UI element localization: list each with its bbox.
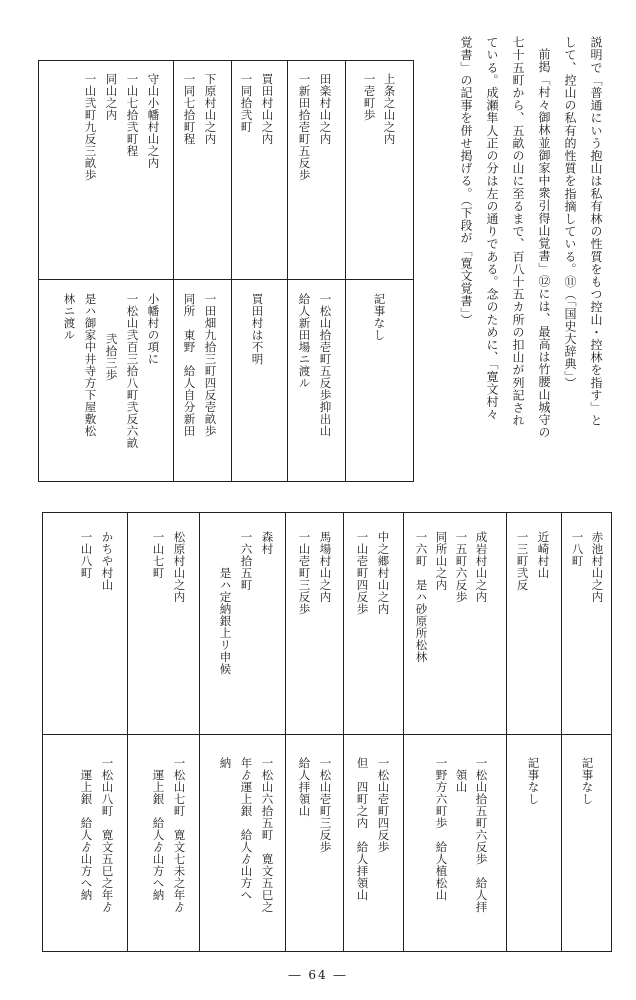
intro-line: ている。成瀬隼人正の分は左の通りである。念のために、「寛文村々 (485, 36, 499, 421)
cell-text: 一山壱町三反歩 (297, 531, 312, 615)
cell-text: 買田村山之内 (260, 73, 275, 145)
cell-text: 一野方六町歩 給人植松山 (434, 757, 449, 901)
page-number: ― 64 ― (288, 968, 348, 982)
table-lower (42, 512, 612, 952)
cell-text: 一山七町 (151, 531, 166, 579)
cell-text: 下原村山之内 (203, 73, 218, 145)
cell-text: 納 (218, 757, 233, 769)
cell-text: 一松山六拾五町 寛文五巳之 (260, 757, 275, 913)
cell-text: 是ハ定納銀上リ申候 (218, 567, 233, 675)
cell-text: 一五町六反歩 (454, 531, 469, 603)
cell-text: 領山 (454, 769, 469, 793)
cell-text: 一同七拾町程 (182, 73, 197, 145)
cell-text: 一同拾弐町 (239, 73, 254, 133)
cell-text: 是ハ御家中井寺方下屋敷松 (83, 293, 98, 437)
cell-text: 運上銀 給人ゟ山方へ納 (79, 769, 94, 901)
intro-line: 七十五町から、五畝の山に至るまで、百八十五カ所の扣山が列記され (511, 36, 525, 427)
cell-text: 赤池村山之内 (590, 531, 605, 603)
cell-text: 守山小幡村山之内 (146, 73, 161, 169)
cell-text: 一八町 (570, 531, 585, 567)
cell-text: 上条之山之内 (382, 73, 397, 145)
cell-text: 年ゟ運上銀 給人ゟ山方へ (239, 757, 254, 901)
cell-text: 近崎村山 (536, 531, 551, 579)
cell-text: 小幡村の項に (146, 293, 161, 365)
cell-text: 一山七拾弐町程 (125, 73, 140, 157)
cell-text: 買田村は不明 (250, 293, 265, 365)
cell-text: 森村 (260, 531, 275, 555)
cell-text: 一新田拾壱町五反歩 (297, 73, 312, 181)
cell-text: 馬場村山之内 (318, 531, 333, 603)
cell-text: 一六町 是ハ砂原所松林 (414, 531, 429, 663)
cell-text: 一松山壱町三反歩 (318, 757, 333, 853)
cell-text: 同所山之内 (434, 531, 449, 591)
intro-line: して、控山の私有的性質を指摘している。⑪（「国史大辞典」） (563, 36, 577, 390)
cell-text: 記事なし (580, 757, 595, 805)
cell-text: 一松山拾壱町五反歩抑出山 (318, 293, 333, 437)
cell-text: 松原村山之内 (172, 531, 187, 603)
cell-text: 同所 東野 給人自分新田 (182, 293, 197, 437)
cell-text: 記事なし (372, 293, 387, 341)
cell-text: 一山壱町四反歩 (355, 531, 370, 615)
cell-text: 運上銀 給人ゟ山方へ納 (151, 769, 166, 901)
cell-text: 弐拾三歩 (104, 333, 119, 381)
intro-line: 覚書」の記事を併せ掲げる。（下段が「寛文覚書」） (459, 36, 473, 327)
cell-text: 成岩村山之内 (474, 531, 489, 603)
cell-text: 一松山八町 寛文五巳之年ゟ (100, 757, 115, 913)
cell-text: 一山八町 (79, 531, 94, 579)
cell-text: 一三町弐反 (515, 531, 530, 591)
cell-text: 一松山弐百三拾八町弐反六畝 (125, 293, 140, 449)
cell-text: 中之郷村山之内 (376, 531, 391, 615)
cell-text: 記事なし (526, 757, 541, 805)
cell-text: 一松山七町 寛文七未之年ゟ (172, 757, 187, 913)
cell-text: 田楽村山之内 (318, 73, 333, 145)
cell-text: 給人新田場ニ渡ル (297, 293, 312, 389)
cell-text: 一松山壱町四反歩 (376, 757, 391, 853)
cell-text: 一六拾五町 (239, 531, 254, 591)
cell-text: 給人拝領山 (297, 757, 312, 817)
cell-text: 林ニ渡ル (62, 293, 77, 341)
table-upper (38, 60, 414, 482)
cell-text: 一松山拾五町六反歩 給人拝 (474, 757, 489, 913)
intro-line: 説明で「普通にいう抱山は私有林の性質をもつ控山・控林を指す」と (589, 36, 603, 427)
cell-text: 同山之内 (104, 73, 119, 121)
cell-text: 但 四町之内 給人拝領山 (355, 757, 370, 901)
cell-text: 一山弐町九反三畝歩 (83, 73, 98, 181)
cell-text: 一壱町歩 (362, 73, 377, 121)
intro-line: 前掲「村々御林並御家中衆引得山覚書」⑫には、最高は竹腰山城守の (537, 48, 551, 439)
cell-text: かちや村山 (100, 531, 115, 591)
cell-text: 一田畑九拾三町四反壱畝歩 (203, 293, 218, 437)
